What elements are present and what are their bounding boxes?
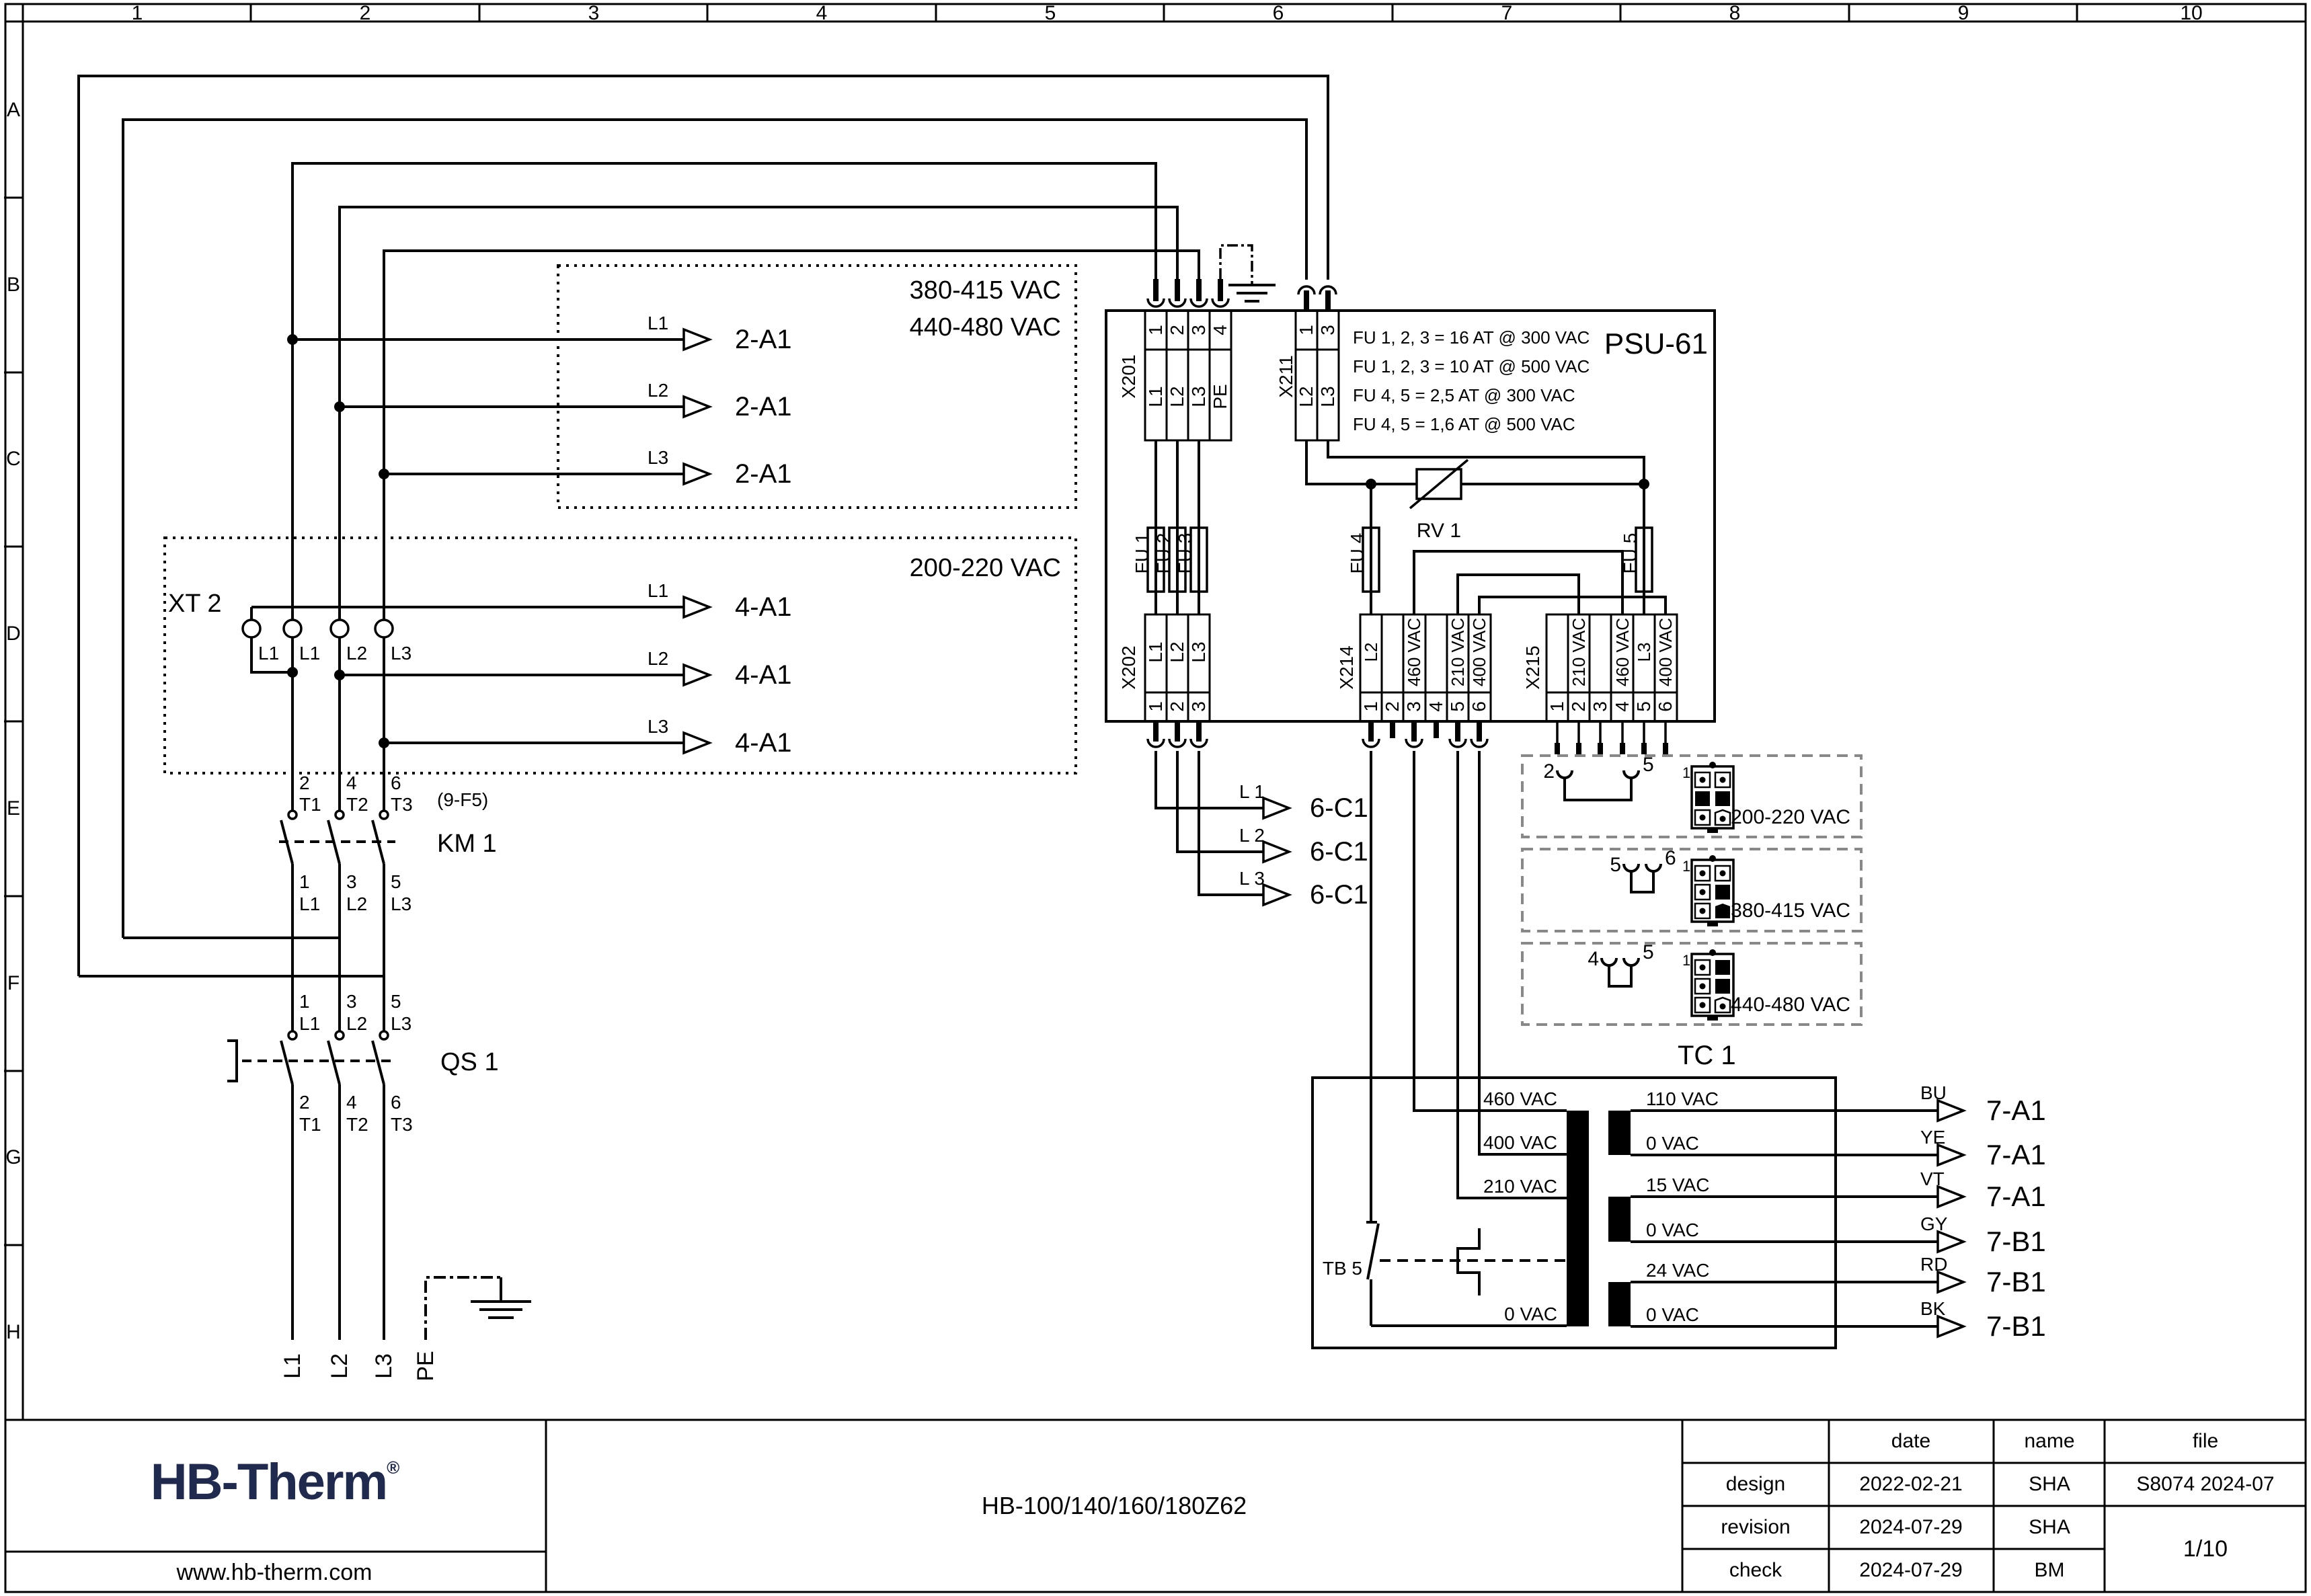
xt2-terminal-3: L2 [346,643,368,664]
output-dest-6: 7-B1 [1986,1310,2046,1342]
fu1-label: FU 1 [1132,532,1152,574]
x202-num-2: 2 [1167,701,1187,712]
x215-num-4: 4 [1612,701,1633,712]
supply-buses [79,76,1328,976]
jumper-2-5 [1557,770,1639,800]
psu-internal-wiring [1306,440,1666,614]
grid-col-4: 4 [816,2,828,24]
x211-lbl-2: L3 [1317,386,1338,407]
x201-label: X201 [1118,354,1139,399]
connector-icon-380-415 [1692,855,1733,926]
grid-row-f: F [7,972,20,994]
x202-num-1: 1 [1145,701,1166,712]
tap-2a1-vac-range-2: 440-480 VAC [909,313,1061,342]
qs1-bot-num-3: 6 [391,1092,401,1113]
tap-2a1-dest-1: 2-A1 [735,325,792,354]
psu-fuse-note-3: FU 4, 5 = 2,5 AT @ 300 VAC [1353,385,1575,405]
x202-lbl-1: L1 [1145,641,1166,663]
qs1-top-lbl-2: L2 [346,1013,368,1034]
tap-4a1-dest-1: 4-A1 [735,592,792,622]
xt2-terminal-1: L1 [258,643,280,664]
x214-num-2: 2 [1382,701,1403,712]
output-color-bk: BK [1920,1298,1946,1319]
tap-4a1-dest-2: 4-A1 [735,660,792,690]
tc1-transformer [1313,1078,1836,1348]
qs1-handle [227,1041,237,1081]
grid-col-7: 7 [1501,2,1513,24]
qs1-top-lbl-1: L1 [299,1013,321,1034]
tc1-secondary-winding-24 [1608,1282,1631,1326]
x215-lbl-4: 460 VAC [1612,617,1633,687]
arrow-2a1-l1 [684,329,709,350]
rv1-label: RV 1 [1416,520,1462,542]
tap-6c1-dest-1: 6-C1 [1310,793,1368,823]
x201-num-2: 2 [1167,325,1187,335]
psu-bottom-plugs [1148,721,1666,754]
grid-col-8: 8 [1729,2,1741,24]
config3-vac: 440-480 VAC [1731,994,1850,1016]
qs1-top-lbl-3: L3 [391,1013,412,1034]
qs1-top-num-3: 5 [391,991,401,1012]
xt2-label: XT 2 [168,590,222,618]
row-design-label: design [1725,1473,1786,1495]
km1-top-num-2: 4 [346,772,357,793]
ground-icon [471,1302,531,1318]
tap-4a1-vac-range: 200-220 VAC [909,554,1061,582]
row-check-label: check [1729,1559,1783,1581]
feeder-l1: L1 [280,1353,305,1379]
x214-num-1: 1 [1360,701,1381,712]
row-check-date: 2024-07-29 [1859,1559,1963,1581]
th-date: date [1891,1430,1931,1452]
pe-ground-top [1220,245,1276,301]
x201-lbl-3: L3 [1188,386,1209,407]
x211-num-2: 3 [1317,325,1338,335]
config1-pin-a: 2 [1543,760,1555,783]
tb5-label: TB 5 [1322,1258,1362,1279]
fuses-123 [1148,440,1207,614]
tap-4a1-dest-3: 4-A1 [735,728,792,758]
output-dest-4: 7-B1 [1986,1226,2046,1257]
tc1-secondary-0b: 0 VAC [1646,1220,1699,1240]
psu-fuse-note-2: FU 1, 2, 3 = 10 AT @ 500 VAC [1353,356,1590,376]
feeder-pe: PE [413,1351,438,1382]
tap-4a1-phase-l1: L1 [648,580,669,601]
tc1-primary-400: 400 VAC [1483,1132,1557,1153]
tap-6c1-dest-2: 6-C1 [1310,837,1368,867]
output-dest-1: 7-A1 [1986,1094,2046,1126]
arrow-4a1-l3 [684,733,709,753]
grid-col-6: 6 [1272,2,1284,24]
config2-conn-pin1: 1 [1682,858,1691,875]
grid-col-9: 9 [1957,2,1969,24]
x211-label: X211 [1276,355,1296,398]
x202-lbl-2: L2 [1167,641,1187,663]
tc1-secondary-15: 15 VAC [1646,1174,1710,1195]
x214-lbl-6: 400 VAC [1469,617,1489,687]
model-number: HB-100/140/160/180Z62 [981,1492,1247,1519]
grid-row-d: D [6,623,21,645]
tc1-secondary-24: 24 VAC [1646,1260,1710,1281]
fu3-label: FU 3 [1175,532,1196,574]
x215-num-1: 1 [1546,701,1567,712]
x201-num-3: 3 [1188,325,1209,335]
output-color-bu: BU [1920,1082,1947,1103]
qs1-top-num-2: 3 [346,991,357,1012]
x214-label: X214 [1336,645,1357,690]
hb-therm-logo [150,1453,399,1511]
km1-bot-num-3: 5 [391,871,401,892]
arrow-2a1-l3 [684,464,709,484]
x215-num-5: 5 [1633,701,1654,712]
x201-num-1: 1 [1145,325,1166,335]
grid-row-b: B [6,274,21,296]
arrow-4a1-l2 [684,665,709,685]
grid-col-10: 10 [2180,2,2203,24]
qs1-bot-num-2: 4 [346,1092,357,1113]
output-color-ye: YE [1920,1127,1946,1148]
km1-label: KM 1 [437,830,497,858]
config1-vac: 200-220 VAC [1731,806,1850,828]
pe-ground-bottom [426,1277,531,1340]
qs1-top-num-1: 1 [299,991,310,1012]
grid-col-2: 2 [359,2,371,24]
grid-row-a: A [6,99,21,121]
grid-col-5: 5 [1044,2,1056,24]
km1-bot-lbl-2: L2 [346,893,368,914]
config3-pin-b: 5 [1643,941,1654,963]
xt2-terminal-4: L3 [391,643,412,664]
config2-vac: 380-415 VAC [1731,900,1850,922]
row-revision-name: SHA [2029,1516,2070,1538]
config3-pin-a: 4 [1588,948,1599,970]
km1-bot-num-2: 3 [346,871,357,892]
qs1-bot-lbl-3: T3 [391,1114,413,1135]
x201-plugs [1148,279,1228,307]
tap-6c1-group [1156,751,1289,905]
tap-2a1-dest-2: 2-A1 [735,392,792,422]
tap-2a1-dest-3: 2-A1 [735,459,792,489]
x202-num-3: 3 [1188,701,1209,712]
page-number: 1/10 [2183,1536,2228,1562]
x211-num-1: 1 [1296,325,1317,335]
x211-lbl-1: L2 [1296,386,1317,407]
output-dest-3: 7-A1 [1986,1181,2046,1212]
output-color-rd: RD [1920,1254,1948,1275]
file-value: S8074 2024-07 [2136,1473,2275,1495]
x215-label: X215 [1522,645,1543,690]
tap-2a1-phase-l1: L1 [648,313,669,333]
grid-row-e: E [6,797,21,820]
grid-row-h: H [6,1321,21,1343]
qs1-bot-lbl-1: T1 [299,1114,321,1135]
x214-lbl-3: 460 VAC [1404,617,1424,687]
logo-text: HB-Therm [150,1453,387,1511]
tc1-primary-winding [1567,1111,1589,1326]
config2-pin-b: 6 [1665,847,1676,869]
row-check-name: BM [2034,1559,2065,1581]
psu-fuse-note-1: FU 1, 2, 3 = 16 AT @ 300 VAC [1353,327,1590,348]
qs1-switch [227,1031,395,1084]
phase-feeders [251,607,384,1340]
output-dest-5: 7-B1 [1986,1266,2046,1298]
tap-2a1-phase-l3: L3 [648,447,669,468]
x201-lbl-2: L2 [1167,386,1187,407]
psu-fuse-note-4: FU 4, 5 = 1,6 AT @ 500 VAC [1353,414,1575,434]
arrow-2a1-l2 [684,397,709,417]
fu5-label: FU 5 [1620,532,1641,574]
x201-num-4: 4 [1210,325,1230,335]
tc1-primary-460: 460 VAC [1483,1088,1557,1109]
xt2-terminal-2: L1 [299,643,321,664]
config2-pin-a: 5 [1610,854,1621,876]
x215-num-2: 2 [1568,701,1589,712]
km1-ref: (9-F5) [437,789,489,810]
tc1-secondary-0a: 0 VAC [1646,1133,1699,1154]
tc1-label: TC 1 [1678,1041,1736,1070]
tap-2a1-phase-l2: L2 [648,380,669,401]
x215-lbl-2: 210 VAC [1569,617,1589,687]
qs1-bot-lbl-2: T2 [346,1114,368,1135]
logo-registered-mark: ® [387,1458,399,1478]
grid-col-1: 1 [131,2,143,24]
x214-num-3: 3 [1403,701,1424,712]
tap-4a1-phase-l2: L2 [648,648,669,669]
jumper-4-5 [1602,958,1639,986]
grid-row-g: G [5,1146,22,1168]
x214-num-6: 6 [1468,701,1489,712]
tap-6c1-dest-3: 6-C1 [1310,880,1368,910]
tc1-secondary-winding-110 [1608,1111,1631,1155]
output-dest-2: 7-A1 [1986,1139,2046,1170]
fu4-label: FU 4 [1347,532,1368,574]
psu-label: PSU-61 [1604,327,1708,360]
ground-icon [1228,285,1276,301]
website-url: www.hb-therm.com [176,1560,373,1585]
config-boxes [1522,756,1861,1025]
qs1-bot-num-1: 2 [299,1092,310,1113]
tc1-primary-210: 210 VAC [1483,1176,1557,1197]
tc1-secondary-winding-15 [1608,1197,1631,1242]
row-revision-label: revision [1721,1516,1791,1538]
feeder-l3: L3 [371,1353,397,1379]
km1-bot-lbl-3: L3 [391,893,412,914]
tap-4a1-phase-l3: L3 [648,716,669,737]
x215-lbl-5: L3 [1634,642,1654,662]
x201-lbl-1: L1 [1145,386,1166,407]
grid-row-c: C [6,448,21,470]
th-file: file [2192,1430,2219,1452]
output-color-gy: GY [1920,1213,1948,1234]
km1-bot-lbl-1: L1 [299,893,321,914]
jumper-5-6 [1624,864,1661,892]
x202-label: X202 [1118,645,1139,690]
tc1-secondary-110: 110 VAC [1646,1088,1719,1109]
x215-lbl-6: 400 VAC [1655,617,1676,687]
feeder-l2: L2 [327,1353,352,1379]
row-revision-date: 2024-07-29 [1859,1516,1963,1538]
x214-num-5: 5 [1447,701,1468,712]
row-design-date: 2022-02-21 [1859,1473,1963,1495]
km1-top-num-1: 2 [299,772,310,793]
x214-lbl-5: 210 VAC [1448,617,1468,687]
x215-num-3: 3 [1590,701,1610,712]
x211-plugs [1298,286,1336,311]
config1-pin-b: 5 [1643,754,1654,776]
x202-lbl-3: L3 [1188,641,1209,663]
x214-num-4: 4 [1425,701,1446,712]
row-design-name: SHA [2029,1473,2070,1495]
tc1-primary-0: 0 VAC [1504,1304,1557,1324]
x201-lbl-4: PE [1210,384,1230,409]
tc1-secondary-0c: 0 VAC [1646,1304,1699,1325]
connector-icon-440-480 [1692,949,1733,1021]
km1-contactor [279,811,395,864]
km1-top-lbl-3: T3 [391,794,413,815]
tap-6c1-phase-3: L 3 [1239,868,1265,889]
arrow-4a1-l1 [684,597,709,617]
output-color-vt: VT [1920,1168,1945,1189]
tap-6c1-phase-2: L 2 [1239,825,1265,846]
tap-6c1-phase-1: L 1 [1239,781,1265,802]
config1-conn-pin1: 1 [1682,764,1691,781]
km1-top-num-3: 6 [391,772,401,793]
qs1-label: QS 1 [440,1048,499,1076]
tap-2a1-vac-range-1: 380-415 VAC [909,276,1061,305]
km1-top-lbl-1: T1 [299,794,321,815]
fu2-label: FU 2 [1153,532,1174,574]
x215-num-6: 6 [1655,701,1676,712]
x214-lbl-1: L2 [1361,642,1381,662]
th-name: name [2024,1430,2075,1452]
connector-icon-200-220 [1692,762,1733,833]
km1-bot-num-1: 1 [299,871,310,892]
xt2-terminals [243,620,393,637]
config3-conn-pin1: 1 [1682,952,1691,969]
grid-col-3: 3 [588,2,600,24]
km1-top-lbl-2: T2 [346,794,368,815]
